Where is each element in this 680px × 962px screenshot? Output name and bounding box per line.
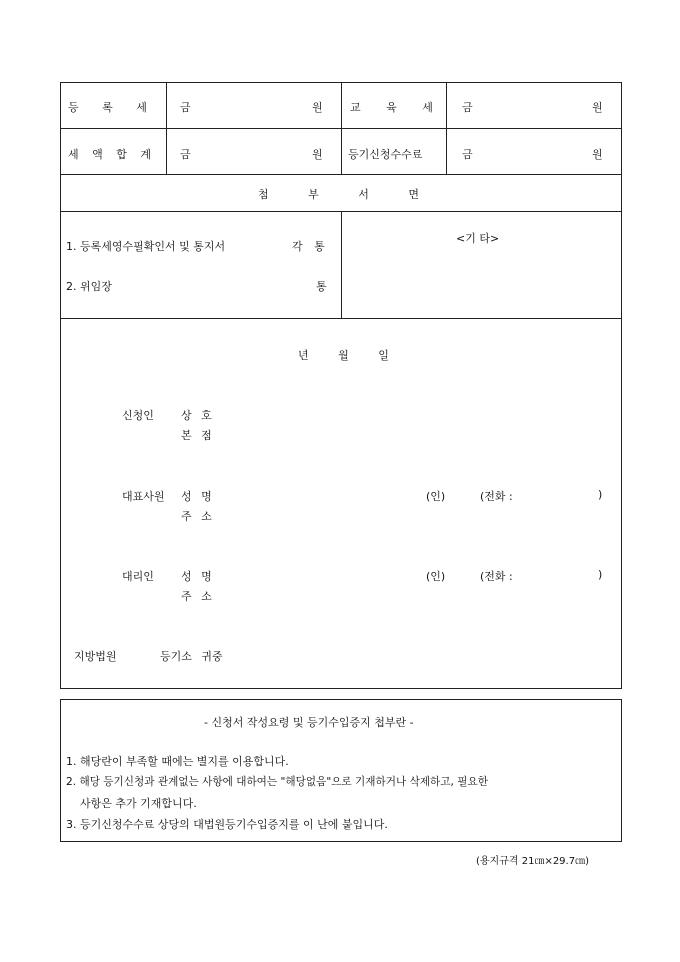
education-tax-amount-prefix: 금: [462, 101, 473, 114]
representative-phone-label: (전화 :: [480, 490, 513, 503]
registry-fee-label: 등기신청수수료: [348, 148, 423, 161]
tax-total-amount-prefix: 금: [180, 148, 191, 161]
col-divider: [446, 82, 447, 174]
education-tax-label: 교 육 세: [350, 101, 433, 114]
representative-label: 대표사원: [122, 490, 165, 503]
agent-phone-close: ): [598, 568, 603, 581]
company-name-label: 상 호: [181, 409, 212, 422]
attachment-item-2: 2. 위임장: [66, 280, 112, 293]
row-divider: [60, 318, 622, 319]
instructions-title: - 신청서 작성요령 및 등기수입증지 첩부란 -: [204, 716, 414, 729]
agent-name-label: 성 명: [181, 570, 212, 583]
registry-fee-amount-unit: 원: [592, 148, 603, 161]
attachments-title: 첨 부 서 면: [258, 188, 419, 201]
agent-address-label: 주 소: [181, 590, 212, 603]
attachment-item-1: 1. 등록세영수필확인서 및 통지서: [66, 240, 226, 253]
other-attachments-label: <기 타>: [456, 232, 500, 245]
agent-label: 대리인: [122, 570, 154, 583]
attachment-item-2-qty: 통: [316, 280, 327, 293]
registration-tax-amount-prefix: 금: [180, 101, 191, 114]
tax-total-label: 세 액 합 계: [68, 148, 151, 161]
instruction-line-1: 1. 해당란이 부족할 때에는 별지를 이용합니다.: [66, 755, 289, 768]
instruction-line-2b: 사항은 추가 기재합니다.: [80, 797, 197, 810]
tax-total-amount-unit: 원: [312, 148, 323, 161]
instruction-line-3: 3. 등기신청수수료 상당의 대법원등기수입증지를 이 난에 붙입니다.: [66, 818, 388, 831]
agent-phone-label: (전화 :: [480, 570, 513, 583]
instruction-line-2a: 2. 해당 등기신청과 관계없는 사항에 대하여는 "해당없음"으로 기재하거나 삭제하고, 필요한: [66, 776, 488, 788]
district-court-label: 지방법원: [74, 650, 117, 663]
col-divider: [166, 82, 167, 174]
registration-tax-amount-unit: 원: [312, 101, 323, 114]
representative-seal: (인): [426, 490, 446, 503]
registration-tax-label: 등 록 세: [68, 101, 147, 114]
representative-address-label: 주 소: [181, 510, 212, 523]
row-divider: [60, 174, 622, 175]
paper-size-note: (용지규격 21㎝×29.7㎝): [476, 856, 589, 867]
representative-name-label: 성 명: [181, 490, 212, 503]
representative-phone-close: ): [598, 488, 603, 501]
col-divider: [341, 82, 342, 174]
registry-office-label: 등기소 귀중: [160, 650, 223, 663]
attachment-item-1-qty: 각 통: [292, 240, 325, 253]
education-tax-amount-unit: 원: [592, 101, 603, 114]
head-office-label: 본 점: [181, 429, 212, 442]
agent-seal: (인): [426, 570, 446, 583]
col-divider: [341, 211, 342, 318]
application-date: 년 월 일: [298, 349, 389, 362]
registry-fee-amount-prefix: 금: [462, 148, 473, 161]
applicant-label: 신청인: [122, 409, 154, 422]
